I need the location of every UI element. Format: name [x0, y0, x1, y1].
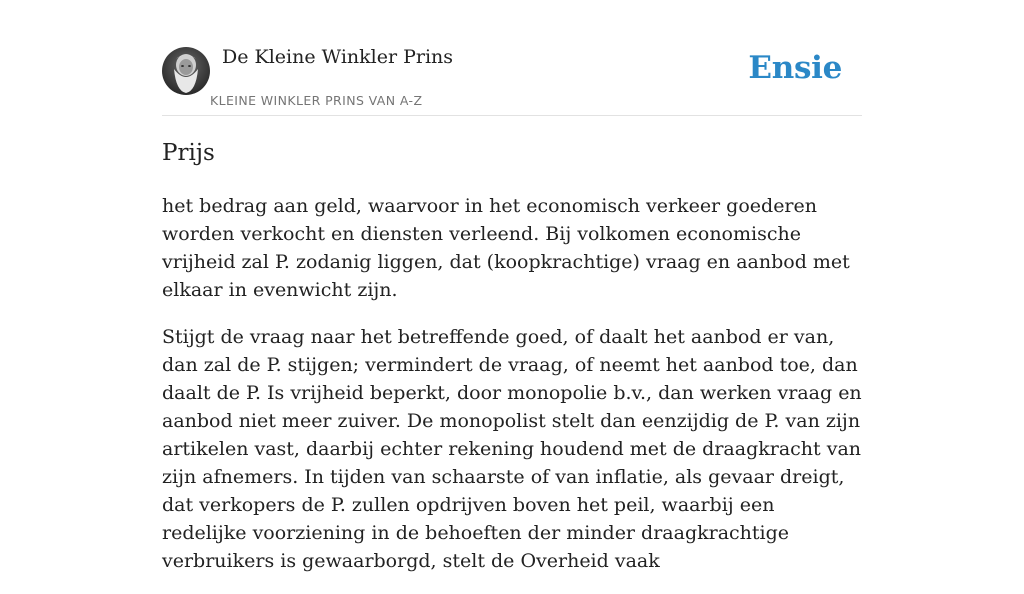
entry-paragraph: Stijgt de vraag naar het betreffende goed, of daalt het aanbod er van, dan zal de P. stijgen; vermindert de vraag, of neemt het aanbod toe, dan daalt de P. Is vrijheid beperkt, door monopolie b.v., dan werken vraag en aanbod niet meer zuiver. De monopolist stelt dan eenzijdig de P. van zijn artikelen vast, daarbij echter rekening houdend met de draagkracht van zijn afnemers. In tijden van schaarste of van inflatie, als gevaar dreigt, dat verkopers de P. zullen opdrijven boven het peil, waarbij een redelijke voorziening in de behoeften der minder draagkrachtige verbruikers is gewaarborgd, stelt de Overheid vaak: [162, 326, 862, 572]
entry-title: Prijs: [162, 140, 215, 166]
page-container: [162, 0, 862, 572]
author-avatar[interactable]: [162, 47, 210, 95]
source-header: [162, 0, 862, 116]
entry-paragraph: het bedrag aan geld, waarvoor in het economisch verkeer goederen worden verkocht en diensten verleend. Bij volkomen economische vrijheid zal P. zodanig liggen, dat (koopkrachtige) vraag en aanbod met elkaar in evenwicht zijn.: [162, 195, 850, 301]
entry-body: [162, 192, 862, 594]
brand-logo[interactable]: Ensie: [748, 50, 842, 86]
header-divider: [162, 115, 862, 116]
source-subtitle[interactable]: KLEINE WINKLER PRINS VAN A-Z: [210, 93, 423, 108]
source-title[interactable]: De Kleine Winkler Prins: [222, 46, 454, 68]
